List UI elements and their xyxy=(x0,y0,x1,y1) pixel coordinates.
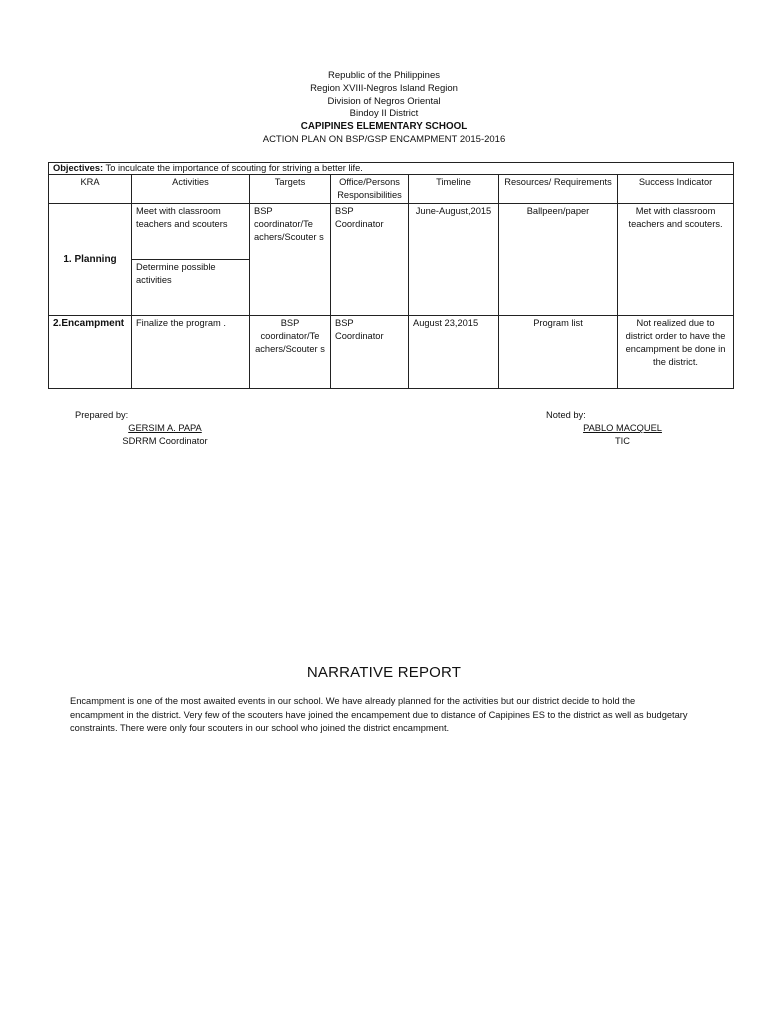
prepared-by-name: GERSIM A. PAPA xyxy=(128,423,202,433)
targets-encampment: BSP coordinator/Te achers/Scouter s xyxy=(250,316,331,389)
document-header xyxy=(0,70,768,147)
header-resources: Resources/ Requirements xyxy=(499,175,618,204)
action-plan-table xyxy=(48,162,734,389)
resources-planning: Ballpeen/paper xyxy=(499,204,618,316)
targets-planning: BSP coordinator/Te achers/Scouter s xyxy=(250,204,331,316)
resources-encampment: Program list xyxy=(499,316,618,389)
header-line-region: Region XVIII-Negros Island Region xyxy=(310,82,458,94)
table-row-planning xyxy=(49,204,734,260)
noted-by-title: TIC xyxy=(615,436,630,446)
office-planning: BSP Coordinator xyxy=(331,204,409,316)
kra-planning: 1. Planning xyxy=(63,254,117,265)
activity-meet: Meet with classroom teachers and scouters xyxy=(132,204,250,260)
header-line-republic: Republic of the Philippines xyxy=(328,70,440,81)
header-success: Success Indicator xyxy=(618,175,734,204)
timeline-planning: June-August,2015 xyxy=(409,204,499,316)
table-header-row xyxy=(49,175,734,204)
noted-by-block xyxy=(565,422,680,448)
objectives-row xyxy=(49,163,734,175)
objectives-cell xyxy=(49,163,734,175)
table-row-encampment xyxy=(49,316,734,389)
narrative-body: Encampment is one of the most awaited events in our school. We have already planned for the activities but our district decide to hold the encampment in the district. Very few of the scouters have joined the encampement due to distance of Capipines ES to the district as well as budgetary constraints. There were only four scouters in our school who joined the district encampment. xyxy=(70,696,688,734)
prepared-by-label: Prepared by: xyxy=(75,410,129,420)
success-planning: Met with classroom teachers and scouters. xyxy=(618,204,734,316)
prepared-by-block xyxy=(75,422,255,448)
plan-title: ACTION PLAN ON BSP/GSP ENCAMPMENT 2015-2016 xyxy=(262,133,506,145)
activity-finalize: Finalize the program . xyxy=(132,316,250,389)
success-encampment: Not realized due to district order to have the encampment be done in the district. xyxy=(618,316,734,389)
narrative-title: NARRATIVE REPORT xyxy=(306,664,462,681)
school-name: CAPIPINES ELEMENTARY SCHOOL xyxy=(300,121,468,133)
header-line-division: Division of Negros Oriental xyxy=(327,95,441,107)
header-kra: KRA xyxy=(49,175,132,204)
office-encampment: BSP Coordinator xyxy=(331,316,409,389)
objectives-text: To inculcate the importance of scouting for striving a better life. xyxy=(103,163,363,173)
header-line-district: Bindoy II District xyxy=(349,108,419,120)
noted-by-label: Noted by: xyxy=(546,410,586,420)
header-office: Office/Persons Responsibilities xyxy=(331,175,409,204)
activity-determine: Determine possible activities xyxy=(132,260,250,316)
objectives-label: Objectives: xyxy=(53,163,104,173)
header-activities: Activities xyxy=(132,175,250,204)
kra-cell-planning xyxy=(49,204,132,316)
header-timeline: Timeline xyxy=(409,175,499,204)
timeline-encampment: August 23,2015 xyxy=(409,316,499,389)
prepared-by-title: SDRRM Coordinator xyxy=(122,436,208,446)
noted-by-name: PABLO MACQUEL xyxy=(583,423,662,433)
kra-encampment: 2.Encampment xyxy=(49,316,132,389)
header-targets: Targets xyxy=(250,175,331,204)
